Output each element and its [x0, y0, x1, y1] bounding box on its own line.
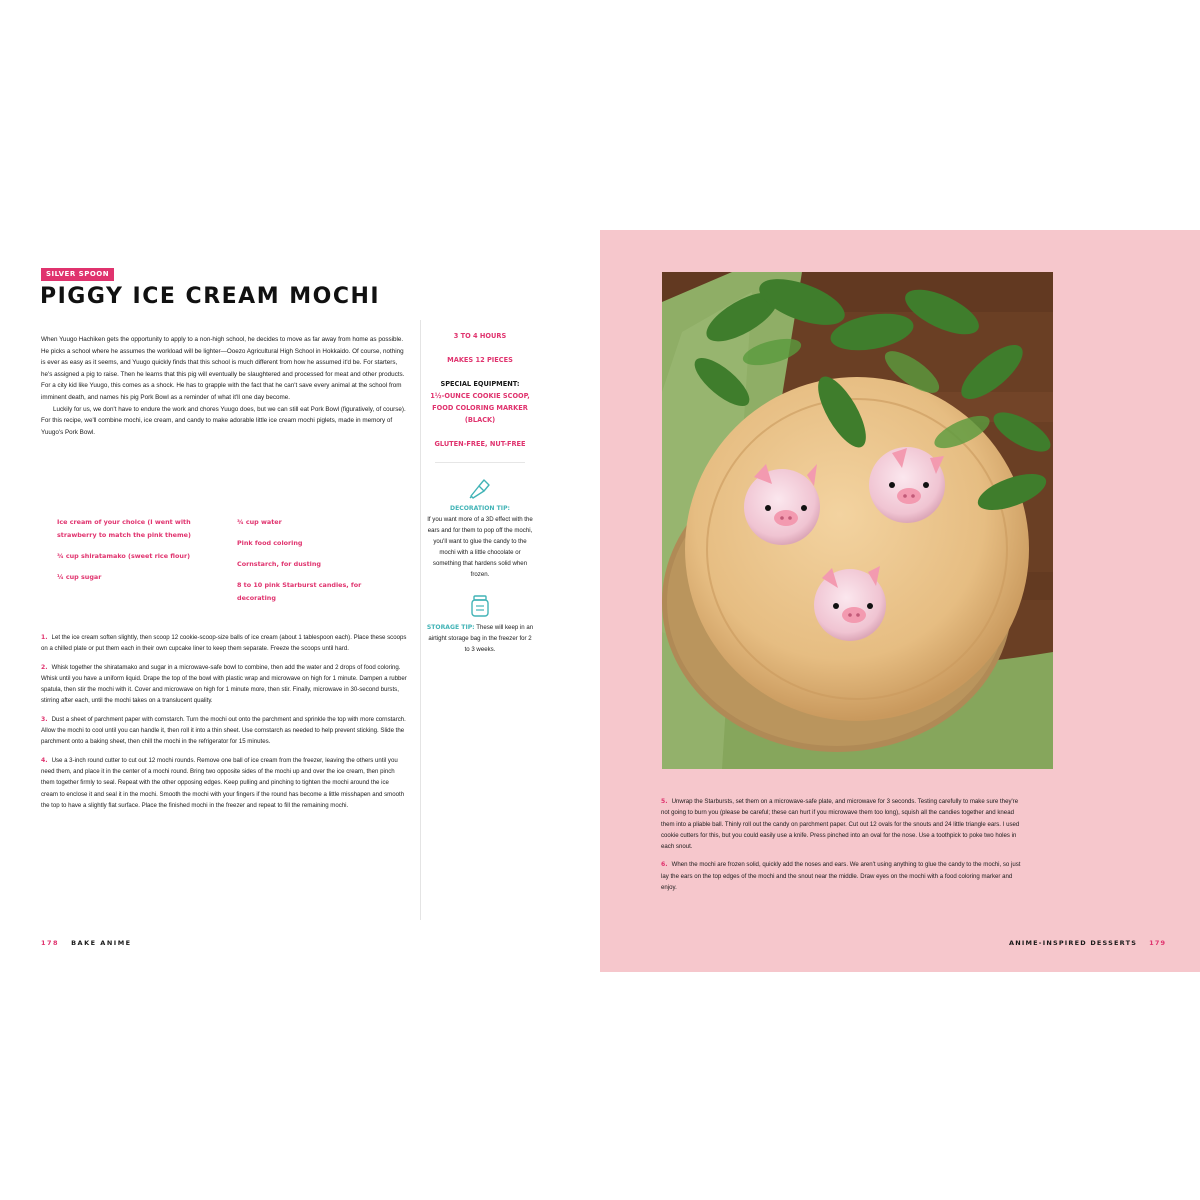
step-3 — [41, 714, 407, 748]
left-page — [0, 230, 600, 972]
step-text: Let the ice cream soften slightly, then scoop 12 cookie-scoop-size balls of ice cream (about 1 tablespoon each). Place these scoops on a chilled plate or put them each in their own cupcake liner to keep them separate. Freeze the scoops until hard. — [41, 634, 407, 653]
ingredient-item: Ice cream of your choice (I went with strawberry to match the pink theme) — [57, 518, 191, 539]
step-4 — [41, 755, 407, 811]
recipe-title: PIGGY ICE CREAM MOCHI — [40, 284, 381, 309]
ingredients-column-1 — [57, 516, 217, 592]
intro-paragraph: When Yuugo Hachiken gets the opportunity to apply to a non-high school, he decides to move as far away from home as possible. He picks a school where he assumes the workload will be lighter—Ooezo Agricultural High School in Hokkaido. Of course, nothing is ever as easy as it seems, and Yuugo quickly finds that this school is much different from how he assumed it'd be. For starters, he's assigned a pig to raise. Then he learns that this pig will eventually be slaughtered and processed for meat and other products. For a city kid like Yuugo, this comes as a shock. He has to grapple with the fact that he can't save every animal at the school from imminent death, and names his pig Pork Bowl as a reminder of what it'll one day become. — [41, 336, 405, 401]
piglet-mochi — [744, 464, 820, 545]
book-title: BAKE ANIME — [71, 939, 132, 947]
recipe-photo — [662, 272, 1053, 769]
storage-tip — [426, 622, 534, 655]
method-steps — [41, 632, 407, 818]
step-number: 2. — [41, 663, 48, 671]
step-6 — [661, 859, 1026, 893]
series-tag: SILVER SPOON — [41, 268, 114, 281]
step-text: Use a 3-inch round cutter to cut out 12 mochi rounds. Remove one ball of ice cream from the freezer, leaving the others until you need them, and place it in the center of a mochi round. Bring two opposite sides of the mochi up and over the ice cream, then pinch them together firmly to seal. Repeat with the other opposing edges. Keep pulling and pinching to tighten the mochi around the ice cream to enclose it and seal it in the mochi. Smooth the mochi with your fingers if the round has become a little misshapen and smooth the top to have a slightly flat surface. Place the finished mochi in the freezer and repeat to fill the remaining mochi. — [41, 756, 405, 809]
equipment-label: SPECIAL EQUIPMENT: — [440, 380, 520, 388]
step-text: When the mochi are frozen solid, quickly add the noses and ears. We aren't using anything to glue the candy to the mochi, so just lay the ears on the top edges of the mochi and the snout near the middle. Draw eyes on the mochi with a food coloring marker and enjoy. — [661, 861, 1021, 892]
recipe-sidebar — [426, 330, 534, 665]
right-footer — [1009, 939, 1166, 947]
ingredient-item: 8 to 10 pink Starburst candies, for decorating — [237, 581, 362, 602]
step-number: 5. — [661, 798, 668, 805]
left-footer — [41, 939, 132, 947]
page-number: 178 — [41, 939, 60, 947]
step-text: Dust a sheet of parchment paper with cornstarch. Turn the mochi out onto the parchment and sprinkle the top with more cornstarch. Allow the mochi to cool until you can handle it, then roll it into a thin sheet. Use cornstarch as needed to help prevent sticking. Slide the parchment onto a baking sheet, then chill the mochi in the refrigerator for 15 minutes. — [41, 715, 406, 746]
ingredient-item: ¾ cup shiratamako (sweet rice flour) — [57, 552, 191, 560]
intro-text — [41, 334, 407, 438]
step-number: 1. — [41, 634, 48, 641]
intro-paragraph: Luckily for us, we don't have to endure the work and chores Yuugo does, but we can still eat Pork Bowl (figuratively, of course). For this recipe, we'll combine mochi, ice cream, and candy to make adorable little ice cream mochi piglets, made in memory of Yuugo's Pork Bowl. — [41, 405, 406, 436]
special-equipment — [426, 378, 534, 426]
ingredient-item: Cornstarch, for dusting — [237, 560, 321, 568]
yield: MAKES 12 PIECES — [447, 356, 513, 364]
sidebar-divider — [435, 462, 525, 463]
step-5 — [661, 796, 1026, 852]
ingredient-item: ¾ cup water — [237, 518, 282, 526]
step-text: Whisk together the shiratamako and sugar in a microwave-safe bowl to combine, then add the water and 2 drops of food coloring. Whisk until you have a uniform liquid. Drape the top of the bowl with plastic wrap and microwave on high for 1 minute. Dampen a rubber spatula, then stir the mochi with it. Cover and microwave on high for 1 minute more, then stir. Finally, microwave in 30-second bursts, stirring after each, until the mochi takes on a translucent quality. — [41, 663, 407, 705]
storage-jar-icon — [470, 594, 490, 618]
mochi-photo-illustration — [662, 272, 1053, 769]
dietary-info: GLUTEN-FREE, NUT-FREE — [434, 440, 526, 448]
piping-bag-icon — [467, 477, 493, 499]
step-number: 6. — [661, 861, 668, 869]
page-number: 179 — [1149, 939, 1167, 947]
column-divider — [420, 320, 421, 920]
step-text: Unwrap the Starbursts, set them on a microwave-safe plate, and microwave for 3 seconds. Testing carefully to make sure they're not going to burn you (please be careful; these can hurt if you microwave them too long), squish all the candies together and knead them into a pliable ball. Thinly roll out the candy on parchment paper. Cut out 12 ovals for the snouts and 24 little triangle ears. I used cookie cutters for this, but you could easily use a knife. Press pinched into an oval for the nose. Use a toothpick to poke two holes in each snout. — [661, 798, 1020, 851]
equipment-list: 1½-OUNCE COOKIE SCOOP, FOOD COLORING MARKER (BLACK) — [430, 392, 530, 424]
piglet-mochi — [869, 447, 945, 523]
step-number: 4. — [41, 756, 48, 764]
decoration-tip-label: DECORATION TIP: — [450, 505, 510, 512]
piglet-mochi — [814, 566, 886, 641]
ingredient-item: ¼ cup sugar — [57, 573, 102, 581]
right-page — [600, 230, 1200, 972]
storage-tip-text: These will keep in an airtight storage bag in the freezer for 2 to 3 weeks. — [428, 624, 534, 653]
decoration-tip — [426, 503, 534, 580]
method-steps-continued — [661, 796, 1026, 900]
section-title: ANIME-INSPIRED DESSERTS — [1009, 939, 1138, 947]
ingredients-column-2 — [237, 516, 387, 613]
ingredient-item: Pink food coloring — [237, 539, 303, 547]
step-2 — [41, 662, 407, 707]
step-1 — [41, 632, 407, 655]
step-number: 3. — [41, 715, 48, 723]
storage-tip-label: STORAGE TIP: — [426, 624, 475, 631]
decoration-tip-text: If you want more of a 3D effect with the ears and for them to pop off the mochi, you'll want to glue the candy to the mochi with a little chocolate or something that hardens solid when frozen. — [427, 516, 533, 578]
prep-time: 3 TO 4 HOURS — [453, 332, 507, 340]
